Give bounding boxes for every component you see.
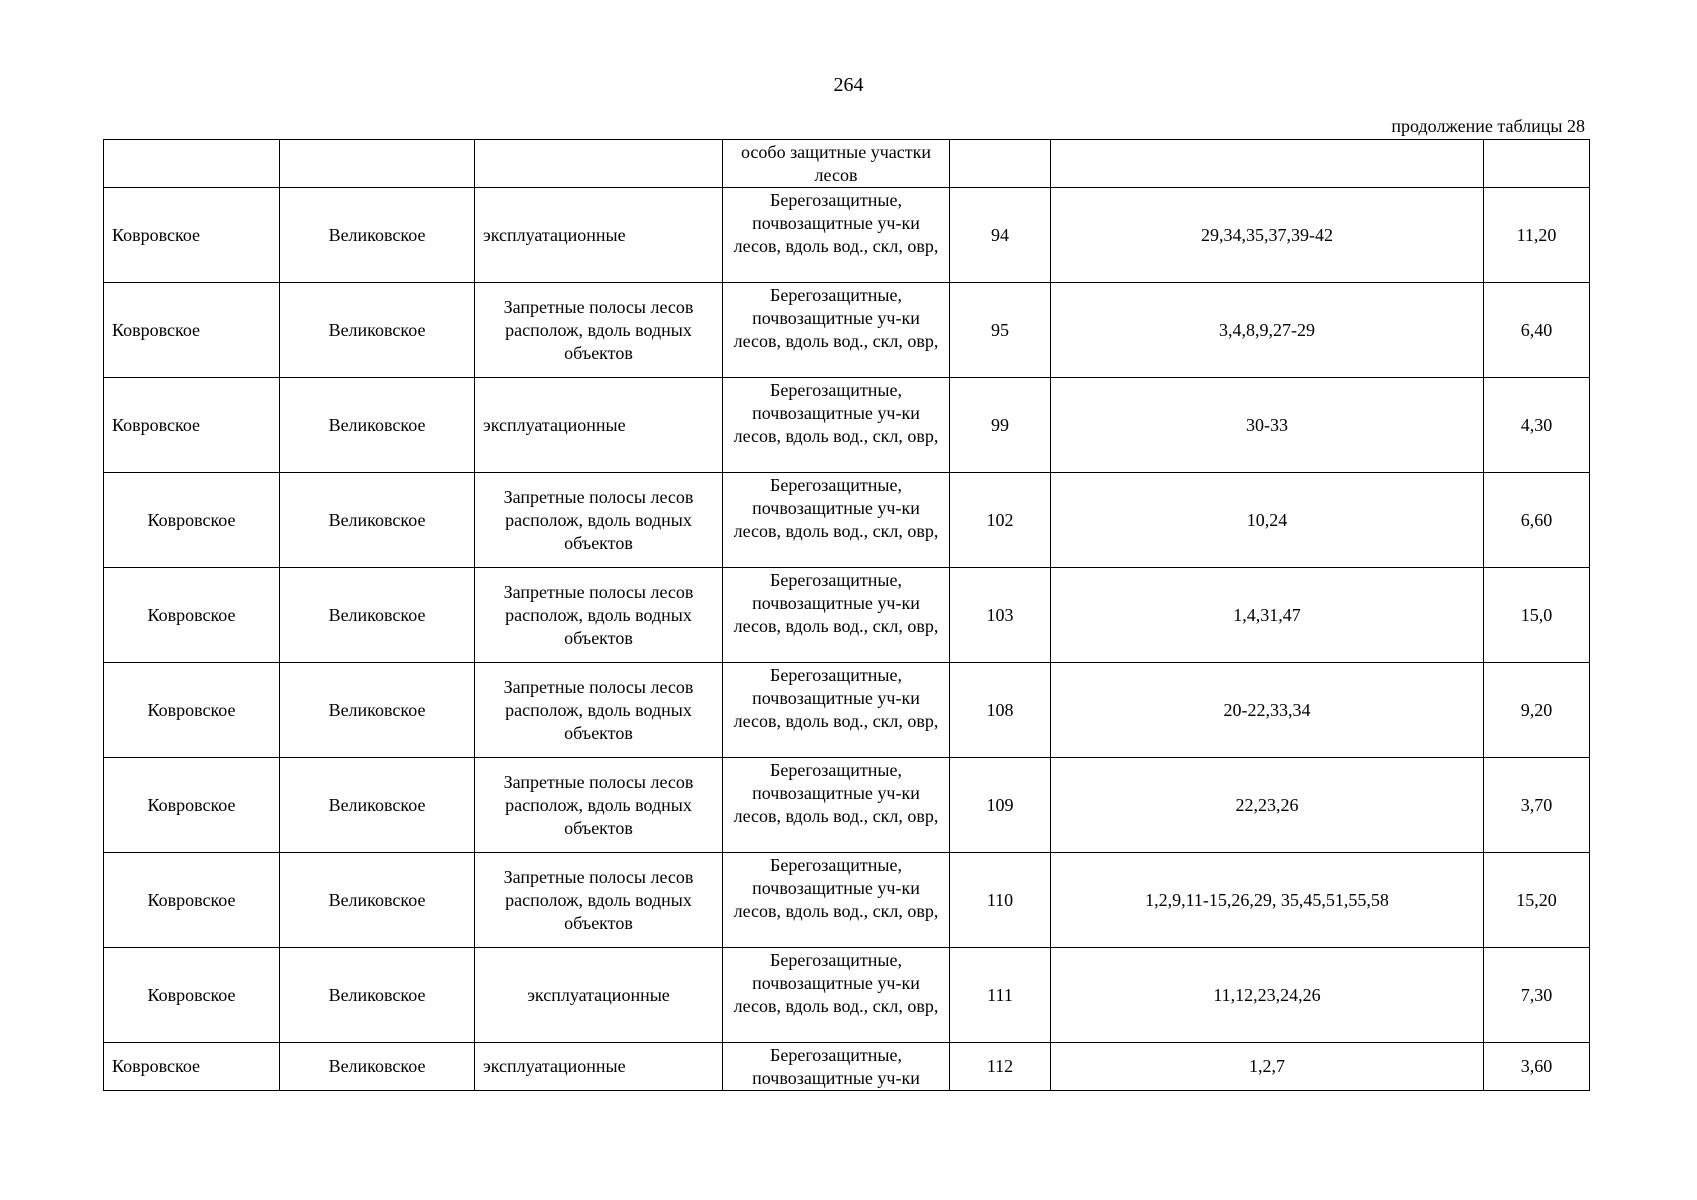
cell-area: 15,20 — [1484, 853, 1590, 948]
cell-forestry: Ковровское — [104, 473, 280, 568]
cell-area: 4,30 — [1484, 378, 1590, 473]
purpose-text: Берегозащитные, почвозащитные уч-ки лесов, вдоль вод., скл, овр, — [733, 950, 939, 1016]
cell-district: Великовское — [280, 473, 475, 568]
cell-sections: 20-22,33,34 — [1051, 663, 1484, 758]
cell-area: 6,40 — [1484, 283, 1590, 378]
cell-purpose — [723, 473, 950, 568]
purpose-text: Берегозащитные, почвозащитные уч-ки лесов, вдоль вод., скл, овр, — [733, 570, 939, 636]
cell-purpose — [723, 188, 950, 283]
cell-category: Запретные полосы лесов располож, вдоль водных объектов — [475, 853, 723, 948]
cell-quarter: 94 — [950, 188, 1051, 283]
cell-district: Великовское — [280, 948, 475, 1043]
cell-district: Великовское — [280, 1043, 475, 1091]
cell-category: Запретные полосы лесов располож, вдоль водных объектов — [475, 663, 723, 758]
cell-area: 3,60 — [1484, 1043, 1590, 1091]
cell-district: Великовское — [280, 188, 475, 283]
cell-district: Великовское — [280, 568, 475, 663]
cell-district — [280, 140, 475, 188]
cell-quarter: 111 — [950, 948, 1051, 1043]
table-row — [104, 140, 1590, 188]
cell-purpose: особо защитные участки лесов — [723, 140, 950, 188]
cell-forestry: Ковровское — [104, 758, 280, 853]
table-row — [104, 473, 1590, 568]
cell-category: Запретные полосы лесов располож, вдоль водных объектов — [475, 758, 723, 853]
purpose-text: Берегозащитные, почвозащитные уч-ки лесов, вдоль вод., скл, овр, — [733, 760, 939, 826]
cell-sections: 10,24 — [1051, 473, 1484, 568]
cell-sections — [1051, 140, 1484, 188]
cell-area — [1484, 140, 1590, 188]
table-row — [104, 378, 1590, 473]
cell-forestry: Ковровское — [104, 283, 280, 378]
purpose-text: Берегозащитные, почвозащитные уч-ки лесов, вдоль вод., скл, овр, — [733, 380, 939, 446]
cell-area: 7,30 — [1484, 948, 1590, 1043]
table-row — [104, 283, 1590, 378]
cell-quarter: 95 — [950, 283, 1051, 378]
cell-district: Великовское — [280, 663, 475, 758]
cell-district: Великовское — [280, 758, 475, 853]
cell-quarter — [950, 140, 1051, 188]
cell-sections: 30-33 — [1051, 378, 1484, 473]
cell-quarter: 110 — [950, 853, 1051, 948]
cell-forestry: Ковровское — [104, 568, 280, 663]
forest-table — [103, 139, 1590, 1091]
cell-category: эксплуатационные — [475, 948, 723, 1043]
purpose-text: Берегозащитные, почвозащитные уч-ки — [752, 1044, 920, 1088]
table-row — [104, 188, 1590, 283]
cell-category: Запретные полосы лесов располож, вдоль водных объектов — [475, 473, 723, 568]
cell-sections: 1,2,7 — [1051, 1043, 1484, 1091]
cell-sections: 29,34,35,37,39-42 — [1051, 188, 1484, 283]
table-continuation-label: продолжение таблицы 28 — [1391, 116, 1585, 136]
table-row — [104, 1043, 1590, 1091]
cell-forestry: Ковровское — [104, 188, 280, 283]
table-row — [104, 568, 1590, 663]
cell-district: Великовское — [280, 853, 475, 948]
cell-forestry: Ковровское — [104, 948, 280, 1043]
cell-area: 3,70 — [1484, 758, 1590, 853]
purpose-text: Берегозащитные, почвозащитные уч-ки лесов, вдоль вод., скл, овр, — [733, 475, 939, 541]
cell-forestry: Ковровское — [104, 663, 280, 758]
cell-purpose — [723, 1043, 950, 1091]
cell-category: эксплуатационные — [475, 1043, 723, 1091]
cell-quarter: 99 — [950, 378, 1051, 473]
cell-category: Запретные полосы лесов располож, вдоль водных объектов — [475, 283, 723, 378]
cell-purpose — [723, 758, 950, 853]
cell-forestry: Ковровское — [104, 378, 280, 473]
cell-sections: 11,12,23,24,26 — [1051, 948, 1484, 1043]
table-row — [104, 758, 1590, 853]
cell-category: эксплуатационные — [475, 378, 723, 473]
cell-sections: 1,4,31,47 — [1051, 568, 1484, 663]
page-number: 264 — [833, 74, 864, 96]
cell-forestry: Ковровское — [104, 1043, 280, 1091]
cell-forestry — [104, 140, 280, 188]
cell-quarter: 109 — [950, 758, 1051, 853]
cell-category: эксплуатационные — [475, 188, 723, 283]
cell-district: Великовское — [280, 283, 475, 378]
cell-quarter: 102 — [950, 473, 1051, 568]
cell-purpose — [723, 378, 950, 473]
cell-district: Великовское — [280, 378, 475, 473]
purpose-text: Берегозащитные, почвозащитные уч-ки лесов, вдоль вод., скл, овр, — [733, 665, 939, 731]
cell-area: 11,20 — [1484, 188, 1590, 283]
cell-forestry: Ковровское — [104, 853, 280, 948]
cell-category — [475, 140, 723, 188]
cell-purpose — [723, 663, 950, 758]
cell-purpose — [723, 948, 950, 1043]
cell-purpose — [723, 568, 950, 663]
purpose-text: Берегозащитные, почвозащитные уч-ки лесов, вдоль вод., скл, овр, — [733, 285, 939, 351]
cell-quarter: 108 — [950, 663, 1051, 758]
cell-purpose — [723, 853, 950, 948]
cell-area: 6,60 — [1484, 473, 1590, 568]
cell-quarter: 112 — [950, 1043, 1051, 1091]
table-row — [104, 663, 1590, 758]
cell-sections: 1,2,9,11-15,26,29, 35,45,51,55,58 — [1051, 853, 1484, 948]
cell-category: Запретные полосы лесов располож, вдоль водных объектов — [475, 568, 723, 663]
cell-quarter: 103 — [950, 568, 1051, 663]
table-row — [104, 853, 1590, 948]
cell-sections: 22,23,26 — [1051, 758, 1484, 853]
table-row — [104, 948, 1590, 1043]
purpose-text: Берегозащитные, почвозащитные уч-ки лесов, вдоль вод., скл, овр, — [733, 855, 939, 921]
cell-area: 9,20 — [1484, 663, 1590, 758]
cell-area: 15,0 — [1484, 568, 1590, 663]
cell-purpose — [723, 283, 950, 378]
purpose-text: Берегозащитные, почвозащитные уч-ки лесов, вдоль вод., скл, овр, — [733, 190, 939, 256]
cell-sections: 3,4,8,9,27-29 — [1051, 283, 1484, 378]
